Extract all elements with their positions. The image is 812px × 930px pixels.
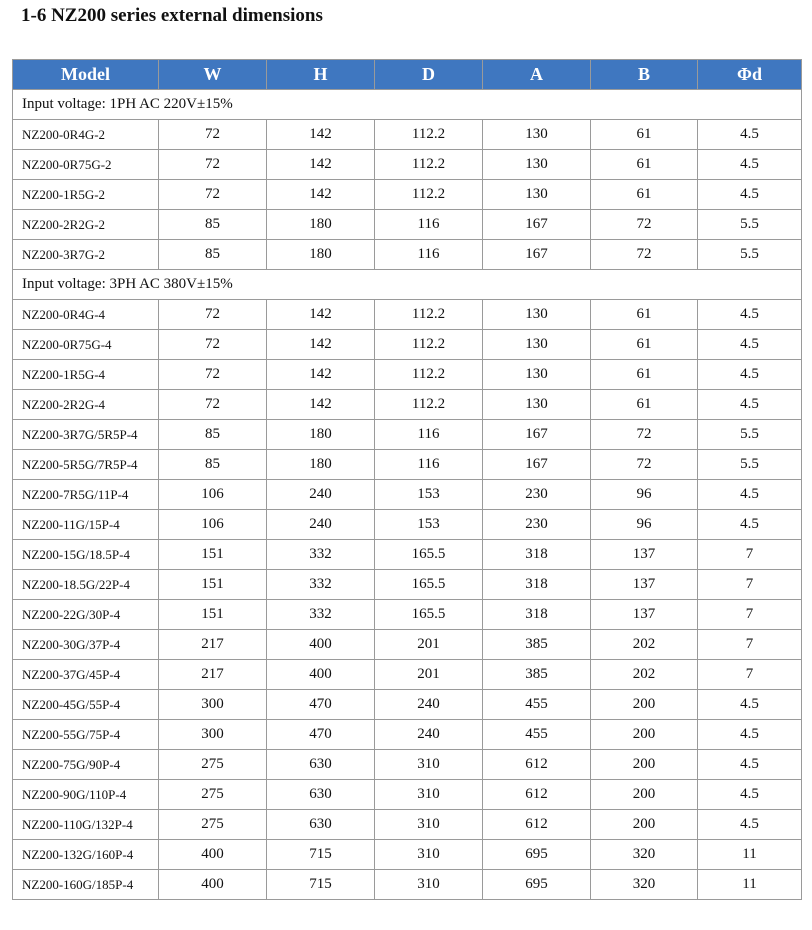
cell-model: NZ200-15G/18.5P-4 xyxy=(13,540,159,570)
table-row xyxy=(13,720,802,750)
cell-model: NZ200-2R2G-4 xyxy=(13,390,159,420)
table-row xyxy=(13,810,802,840)
header-a: A xyxy=(483,60,591,90)
cell-w: 106 xyxy=(159,480,267,510)
cell-h: 142 xyxy=(267,390,375,420)
cell-h: 142 xyxy=(267,360,375,390)
table-row xyxy=(13,600,802,630)
cell-b: 200 xyxy=(591,750,698,780)
cell-w: 85 xyxy=(159,240,267,270)
cell-b: 61 xyxy=(591,150,698,180)
table-row xyxy=(13,330,802,360)
cell-phi-d: 7 xyxy=(698,600,802,630)
cell-phi-d: 4.5 xyxy=(698,390,802,420)
cell-b: 72 xyxy=(591,210,698,240)
cell-phi-d: 4.5 xyxy=(698,810,802,840)
cell-b: 61 xyxy=(591,390,698,420)
cell-w: 72 xyxy=(159,360,267,390)
cell-a: 130 xyxy=(483,390,591,420)
cell-d: 201 xyxy=(375,660,483,690)
section-label: Input voltage: 1PH AC 220V±15% xyxy=(13,90,802,120)
cell-h: 142 xyxy=(267,330,375,360)
cell-model: NZ200-5R5G/7R5P-4 xyxy=(13,450,159,480)
cell-h: 400 xyxy=(267,660,375,690)
cell-a: 695 xyxy=(483,870,591,900)
cell-d: 310 xyxy=(375,750,483,780)
table-row xyxy=(13,240,802,270)
cell-w: 217 xyxy=(159,630,267,660)
header-phi-d: Φd xyxy=(698,60,802,90)
cell-d: 310 xyxy=(375,870,483,900)
cell-model: NZ200-1R5G-2 xyxy=(13,180,159,210)
header-w: W xyxy=(159,60,267,90)
cell-w: 85 xyxy=(159,450,267,480)
cell-w: 300 xyxy=(159,690,267,720)
cell-h: 240 xyxy=(267,480,375,510)
cell-phi-d: 4.5 xyxy=(698,300,802,330)
cell-d: 310 xyxy=(375,780,483,810)
cell-w: 72 xyxy=(159,150,267,180)
header-d: D xyxy=(375,60,483,90)
cell-b: 137 xyxy=(591,570,698,600)
cell-b: 137 xyxy=(591,540,698,570)
cell-d: 112.2 xyxy=(375,360,483,390)
table-row xyxy=(13,840,802,870)
cell-b: 61 xyxy=(591,330,698,360)
table-row xyxy=(13,360,802,390)
cell-phi-d: 4.5 xyxy=(698,150,802,180)
cell-b: 61 xyxy=(591,180,698,210)
cell-model: NZ200-1R5G-4 xyxy=(13,360,159,390)
table-row xyxy=(13,150,802,180)
header-model: Model xyxy=(13,60,159,90)
cell-w: 85 xyxy=(159,420,267,450)
cell-a: 318 xyxy=(483,600,591,630)
cell-phi-d: 4.5 xyxy=(698,480,802,510)
table-row xyxy=(13,870,802,900)
cell-d: 165.5 xyxy=(375,570,483,600)
cell-b: 72 xyxy=(591,420,698,450)
table-row xyxy=(13,420,802,450)
cell-a: 695 xyxy=(483,840,591,870)
cell-h: 142 xyxy=(267,120,375,150)
cell-h: 332 xyxy=(267,540,375,570)
cell-d: 116 xyxy=(375,210,483,240)
cell-h: 142 xyxy=(267,300,375,330)
header-h: H xyxy=(267,60,375,90)
cell-a: 230 xyxy=(483,480,591,510)
cell-a: 167 xyxy=(483,450,591,480)
cell-a: 455 xyxy=(483,690,591,720)
cell-h: 180 xyxy=(267,210,375,240)
cell-phi-d: 7 xyxy=(698,540,802,570)
cell-h: 470 xyxy=(267,720,375,750)
cell-model: NZ200-0R4G-4 xyxy=(13,300,159,330)
cell-d: 116 xyxy=(375,240,483,270)
cell-d: 201 xyxy=(375,630,483,660)
cell-h: 142 xyxy=(267,150,375,180)
cell-phi-d: 5.5 xyxy=(698,420,802,450)
cell-phi-d: 4.5 xyxy=(698,780,802,810)
cell-d: 165.5 xyxy=(375,600,483,630)
cell-a: 230 xyxy=(483,510,591,540)
cell-phi-d: 4.5 xyxy=(698,180,802,210)
cell-d: 153 xyxy=(375,510,483,540)
cell-w: 106 xyxy=(159,510,267,540)
cell-w: 300 xyxy=(159,720,267,750)
cell-a: 385 xyxy=(483,660,591,690)
cell-w: 151 xyxy=(159,540,267,570)
cell-d: 240 xyxy=(375,720,483,750)
cell-a: 612 xyxy=(483,810,591,840)
cell-h: 630 xyxy=(267,810,375,840)
cell-w: 217 xyxy=(159,660,267,690)
cell-phi-d: 4.5 xyxy=(698,690,802,720)
cell-phi-d: 11 xyxy=(698,840,802,870)
cell-h: 630 xyxy=(267,780,375,810)
table-row xyxy=(13,120,802,150)
cell-d: 112.2 xyxy=(375,300,483,330)
cell-h: 630 xyxy=(267,750,375,780)
cell-model: NZ200-37G/45P-4 xyxy=(13,660,159,690)
cell-w: 151 xyxy=(159,600,267,630)
cell-h: 332 xyxy=(267,570,375,600)
cell-b: 61 xyxy=(591,120,698,150)
cell-b: 202 xyxy=(591,660,698,690)
cell-model: NZ200-132G/160P-4 xyxy=(13,840,159,870)
cell-phi-d: 7 xyxy=(698,570,802,600)
cell-b: 72 xyxy=(591,240,698,270)
cell-model: NZ200-75G/90P-4 xyxy=(13,750,159,780)
cell-model: NZ200-110G/132P-4 xyxy=(13,810,159,840)
table-row xyxy=(13,690,802,720)
cell-w: 72 xyxy=(159,120,267,150)
section-row xyxy=(13,270,802,300)
table-row xyxy=(13,750,802,780)
cell-h: 470 xyxy=(267,690,375,720)
cell-d: 310 xyxy=(375,810,483,840)
cell-a: 167 xyxy=(483,420,591,450)
cell-b: 61 xyxy=(591,360,698,390)
cell-w: 275 xyxy=(159,810,267,840)
cell-model: NZ200-7R5G/11P-4 xyxy=(13,480,159,510)
cell-d: 112.2 xyxy=(375,180,483,210)
cell-w: 151 xyxy=(159,570,267,600)
table-row xyxy=(13,480,802,510)
cell-a: 318 xyxy=(483,540,591,570)
table-row xyxy=(13,570,802,600)
cell-h: 180 xyxy=(267,450,375,480)
cell-h: 715 xyxy=(267,870,375,900)
cell-b: 200 xyxy=(591,810,698,840)
section-row xyxy=(13,90,802,120)
cell-h: 715 xyxy=(267,840,375,870)
cell-model: NZ200-45G/55P-4 xyxy=(13,690,159,720)
cell-a: 385 xyxy=(483,630,591,660)
cell-phi-d: 7 xyxy=(698,660,802,690)
table-row xyxy=(13,510,802,540)
cell-d: 112.2 xyxy=(375,120,483,150)
cell-phi-d: 5.5 xyxy=(698,240,802,270)
cell-a: 318 xyxy=(483,570,591,600)
header-b: B xyxy=(591,60,698,90)
cell-w: 400 xyxy=(159,870,267,900)
table-body xyxy=(13,90,802,900)
cell-w: 72 xyxy=(159,330,267,360)
cell-a: 130 xyxy=(483,360,591,390)
cell-model: NZ200-90G/110P-4 xyxy=(13,780,159,810)
cell-model: NZ200-3R7G/5R5P-4 xyxy=(13,420,159,450)
cell-h: 332 xyxy=(267,600,375,630)
cell-w: 275 xyxy=(159,750,267,780)
cell-model: NZ200-55G/75P-4 xyxy=(13,720,159,750)
cell-h: 180 xyxy=(267,420,375,450)
cell-a: 130 xyxy=(483,300,591,330)
cell-d: 165.5 xyxy=(375,540,483,570)
cell-model: NZ200-18.5G/22P-4 xyxy=(13,570,159,600)
table-row xyxy=(13,540,802,570)
cell-phi-d: 5.5 xyxy=(698,210,802,240)
cell-model: NZ200-30G/37P-4 xyxy=(13,630,159,660)
cell-w: 400 xyxy=(159,840,267,870)
cell-phi-d: 4.5 xyxy=(698,750,802,780)
table-row xyxy=(13,660,802,690)
table-header-row xyxy=(13,60,802,90)
cell-b: 61 xyxy=(591,300,698,330)
page-title: 1-6 NZ200 series external dimensions xyxy=(21,5,323,26)
cell-phi-d: 4.5 xyxy=(698,720,802,750)
table-row xyxy=(13,300,802,330)
cell-model: NZ200-22G/30P-4 xyxy=(13,600,159,630)
dimensions-table xyxy=(12,59,802,900)
cell-w: 85 xyxy=(159,210,267,240)
cell-a: 167 xyxy=(483,210,591,240)
table-row xyxy=(13,390,802,420)
table-row xyxy=(13,450,802,480)
cell-b: 320 xyxy=(591,870,698,900)
cell-d: 116 xyxy=(375,420,483,450)
cell-w: 72 xyxy=(159,300,267,330)
table-row xyxy=(13,210,802,240)
cell-h: 400 xyxy=(267,630,375,660)
cell-d: 153 xyxy=(375,480,483,510)
cell-b: 137 xyxy=(591,600,698,630)
cell-w: 72 xyxy=(159,180,267,210)
cell-b: 200 xyxy=(591,720,698,750)
cell-model: NZ200-0R75G-2 xyxy=(13,150,159,180)
cell-b: 200 xyxy=(591,690,698,720)
cell-model: NZ200-160G/185P-4 xyxy=(13,870,159,900)
cell-b: 96 xyxy=(591,480,698,510)
cell-phi-d: 5.5 xyxy=(698,450,802,480)
cell-w: 275 xyxy=(159,780,267,810)
table-row xyxy=(13,780,802,810)
cell-d: 112.2 xyxy=(375,390,483,420)
cell-a: 612 xyxy=(483,750,591,780)
cell-a: 167 xyxy=(483,240,591,270)
cell-phi-d: 4.5 xyxy=(698,360,802,390)
cell-model: NZ200-11G/15P-4 xyxy=(13,510,159,540)
cell-phi-d: 4.5 xyxy=(698,120,802,150)
cell-d: 240 xyxy=(375,690,483,720)
cell-a: 612 xyxy=(483,780,591,810)
cell-model: NZ200-0R75G-4 xyxy=(13,330,159,360)
cell-model: NZ200-3R7G-2 xyxy=(13,240,159,270)
table-row xyxy=(13,180,802,210)
cell-phi-d: 7 xyxy=(698,630,802,660)
cell-a: 130 xyxy=(483,180,591,210)
cell-model: NZ200-2R2G-2 xyxy=(13,210,159,240)
cell-model: NZ200-0R4G-2 xyxy=(13,120,159,150)
cell-h: 142 xyxy=(267,180,375,210)
cell-d: 116 xyxy=(375,450,483,480)
cell-b: 96 xyxy=(591,510,698,540)
cell-d: 310 xyxy=(375,840,483,870)
cell-b: 320 xyxy=(591,840,698,870)
cell-a: 130 xyxy=(483,330,591,360)
section-label: Input voltage: 3PH AC 380V±15% xyxy=(13,270,802,300)
cell-b: 202 xyxy=(591,630,698,660)
cell-w: 72 xyxy=(159,390,267,420)
cell-a: 130 xyxy=(483,120,591,150)
cell-h: 240 xyxy=(267,510,375,540)
cell-phi-d: 4.5 xyxy=(698,510,802,540)
cell-a: 455 xyxy=(483,720,591,750)
cell-a: 130 xyxy=(483,150,591,180)
cell-h: 180 xyxy=(267,240,375,270)
cell-b: 200 xyxy=(591,780,698,810)
cell-phi-d: 11 xyxy=(698,870,802,900)
cell-d: 112.2 xyxy=(375,330,483,360)
cell-b: 72 xyxy=(591,450,698,480)
cell-phi-d: 4.5 xyxy=(698,330,802,360)
cell-d: 112.2 xyxy=(375,150,483,180)
table-row xyxy=(13,630,802,660)
